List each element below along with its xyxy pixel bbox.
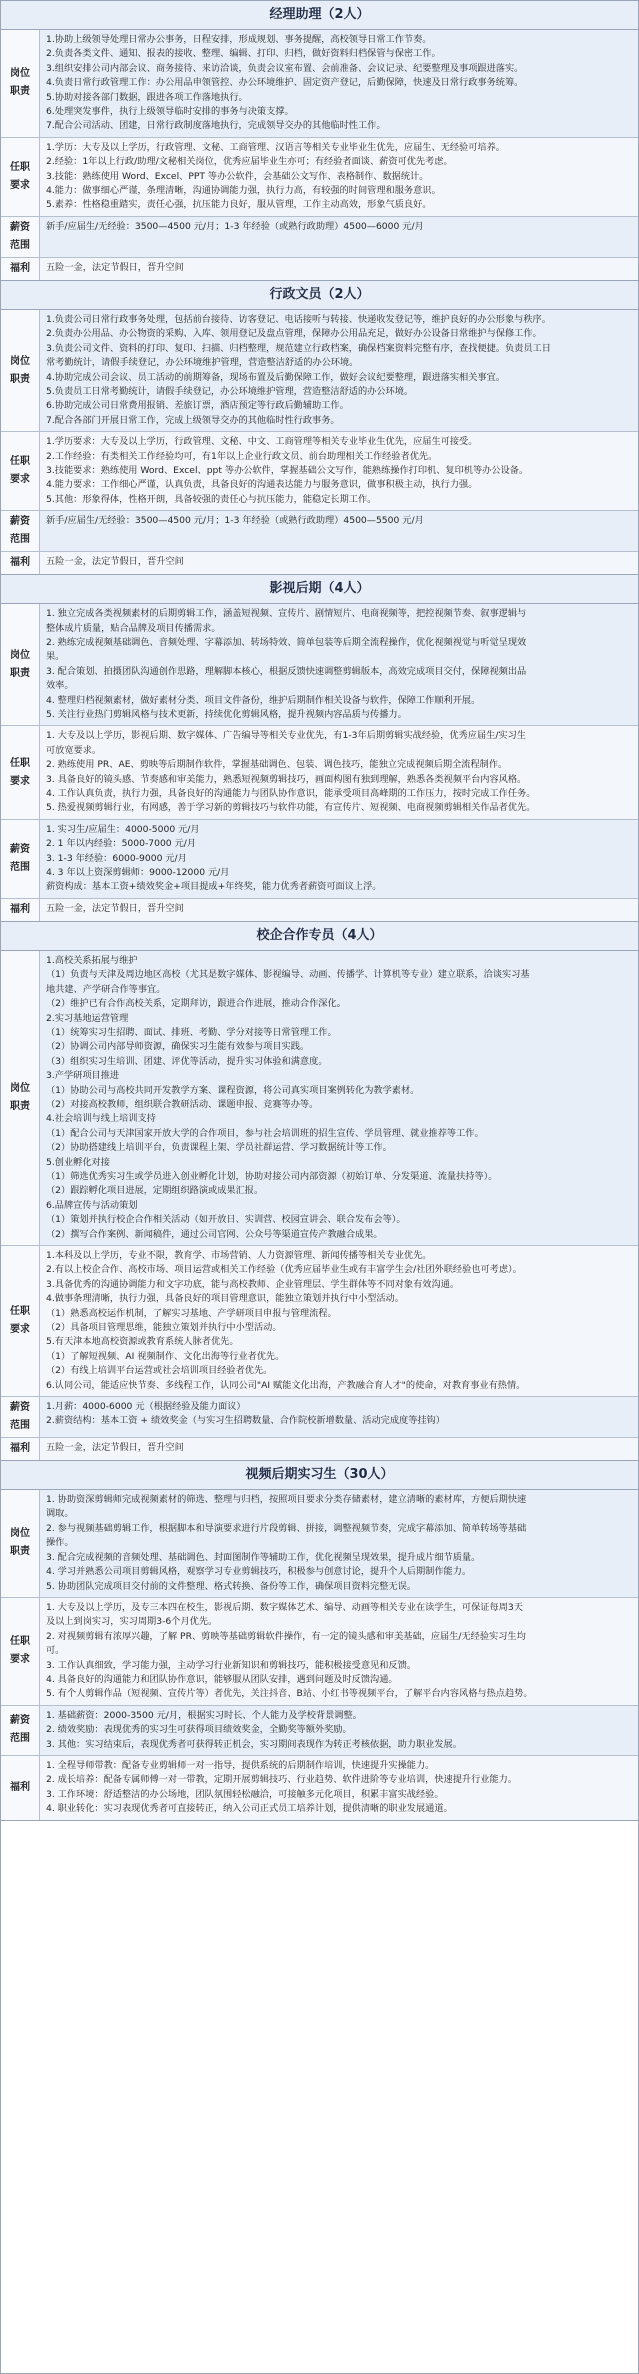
- row-label: [1, 1397, 40, 1437]
- content-line: 2.负责办公用品、办公物资的采购、入库、领用登记及盘点管理，保障办公用品充足，做好办公设备日常维护与保修工作。: [46, 328, 542, 340]
- row-label-text: 薪资: [10, 1715, 30, 1727]
- content-line: 4.能力要求：工作细心严谨，认真负责，具备良好的沟通表达能力与服务意识，做事积极主动，执行力强。: [46, 479, 478, 491]
- content-line: 3. 配合完成视频的音频处理、基础调色、封面图制作等辅助工作，优化视频呈现效果，提升成片细节质量。: [46, 1551, 481, 1563]
- row-content: [40, 138, 638, 216]
- row-label-text: 职责: [10, 373, 30, 385]
- row-label-text: 薪资: [10, 843, 30, 855]
- content-line: 1.高校关系拓展与维护: [46, 954, 138, 966]
- content-line: 2.有以上校企合作、高校市场、项目运营或相关工作经验（优秀应届毕业生或有丰富学生会/社团外联经验也可考虑）。: [46, 1264, 522, 1276]
- row-label-text: 要求: [10, 775, 30, 787]
- content-line: 5.其他：形象得体，性格开朗，具备较强的责任心与抗压能力，能稳定长期工作。: [46, 493, 377, 505]
- content-line: （3）组织实习生培训、团建、评优等活动，提升实习体验和满意度。: [46, 1055, 328, 1067]
- content-line: 2. 成长培养：配备专属师傅一对一带教，定期开展剪辑技巧、行业趋势、软件进阶等专业培训，快速提升行业能力。: [46, 1774, 518, 1786]
- content-line: 6.协助完成公司日常费用报销、差旅订票，酒店预定等行政后勤辅助工作。: [46, 400, 349, 412]
- content-line: 5. 协助团队完成项目交付前的文件整理、格式转换、备份等工作，确保项目资料完整无误。: [46, 1580, 416, 1592]
- content-line: 五险一金，法定节假日，晋升空间: [46, 902, 184, 914]
- content-line: 4. 3 年以上资深剪辑师：9000-12000 元/月: [46, 867, 230, 879]
- job-section: [1, 575, 638, 922]
- row-label-text: 岗位: [10, 649, 30, 661]
- row-label-text: 岗位: [10, 1528, 30, 1540]
- info-row: [1, 552, 638, 574]
- content-line: 5.协助对接各部门数据，跟进各项工作落地执行。: [46, 91, 248, 103]
- content-line: 整体成片质量，贴合品牌及项目传播需求。: [46, 622, 221, 634]
- content-line: 3. 配合策划、拍摄团队沟通创作思路，理解脚本核心，根据反馈快速调整剪辑版本，高效完成项目交付，保障视频出品: [46, 665, 527, 677]
- row-content: [40, 310, 638, 431]
- content-line: 及以上到岗实习，实习周期3-6个月优先。: [46, 1616, 218, 1628]
- info-row: [1, 217, 638, 258]
- row-content: [40, 511, 638, 551]
- content-line: 1.负责公司日常行政事务处理，包括前台接待、访客登记、电话接听与转接、快递收发登记等，维护良好的办公形象与秩序。: [46, 313, 551, 325]
- section-title: 影视后期（4人）: [1, 575, 638, 604]
- row-label-text: 岗位: [10, 355, 30, 367]
- content-line: 3. 具备良好的镜头感、节奏感和审美能力，熟悉短视频剪辑技巧，画面构图有独到理解，熟悉各类视频平台内容风格。: [46, 773, 527, 785]
- row-label-text: 薪资: [10, 221, 30, 233]
- row-label: [1, 552, 40, 574]
- content-line: （2）对接高校教师，组织联合教研活动、课题申报、竞赛等办等。: [46, 1098, 319, 1110]
- content-line: 2.实习基地运营管理: [46, 1012, 129, 1024]
- row-content: [40, 552, 638, 574]
- row-label-text: 范围: [10, 861, 30, 873]
- row-content: [40, 1397, 638, 1437]
- content-line: （2）具备项目管理思维，能独立策划并执行中小型活动。: [46, 1322, 282, 1334]
- content-line: 新手/应届生/无经验：3500—4500 元/月；1-3 年经验（或熟行政助理）4500—6000 元/月: [46, 220, 424, 232]
- content-line: （2）维护已有合作高校关系，定期拜访，跟进合作进展，推动合作深化。: [46, 998, 346, 1010]
- row-label: [1, 1246, 40, 1396]
- row-label-text: 范围: [10, 534, 30, 546]
- row-label: [1, 138, 40, 216]
- row-label-text: 任职: [10, 161, 30, 173]
- content-line: 效率。: [46, 680, 74, 692]
- row-content: [40, 1490, 638, 1597]
- row-content: [40, 899, 638, 921]
- row-label: [1, 1756, 40, 1820]
- job-section: [1, 1461, 638, 1821]
- info-row: [1, 1706, 638, 1756]
- row-label-text: 要求: [10, 1324, 30, 1336]
- content-line: （1）协助公司与高校共同开发教学方案、课程资源，将公司真实项目案例转化为教学素材。: [46, 1084, 420, 1096]
- content-line: 1. 协助资深剪辑师完成视频素材的筛选、整理与归档，按照项目要求分类存储素材，建立清晰的素材库，方便后期快速: [46, 1494, 527, 1506]
- content-line: 1. 独立完成各类视频素材的后期剪辑工作，涵盖短视频、宣传片、剧情短片、电商视频等，把控视频节奏、叙事逻辑与: [46, 608, 527, 620]
- content-line: （2）协调公司内部导师资源，确保实习生能有效参与项目实践。: [46, 1041, 310, 1053]
- row-label: [1, 1490, 40, 1597]
- content-line: 薪资构成：基本工资+绩效奖金+项目提成+年终奖，能力优秀者薪资可面议上浮。: [46, 881, 382, 893]
- row-label-text: 岗位: [10, 68, 30, 80]
- row-label-text: 任职: [10, 456, 30, 468]
- job-section: [1, 281, 638, 575]
- content-line: 3.技能要求：熟练使用 Word、Excel、ppt 等办公软件，掌握基础公文写作，能熟练操作打印机、复印机等办公设备。: [46, 464, 529, 476]
- content-line: 2.负责各类文件、通知、报表的接收、整理、编辑、打印、归档，做好资料归档保管与保密工作。: [46, 48, 441, 60]
- content-line: 1. 实习生/应届生：4000-5000 元/月: [46, 823, 200, 835]
- content-line: 1.学历：大专及以上学历，行政管理、文秘、工商管理、汉语言等相关专业毕业生优先，应届生、无经验可培养。: [46, 141, 505, 153]
- content-line: 3. 工作环境：舒适整洁的办公场地，团队氛围轻松融洽，可接触多元化项目，积累丰富实战经验。: [46, 1788, 444, 1800]
- content-line: 2.薪资结构：基本工资 + 绩效奖金（与实习生招聘数量、合作院校新增数量、活动完成度等挂钩）: [46, 1415, 445, 1427]
- row-label: [1, 310, 40, 431]
- content-line: 1. 大专及以上学历，影视后期、数字媒体、广告编导等相关专业优先，有1-3年后期剪辑实战经验，优秀应届生/实习生: [46, 730, 526, 742]
- row-label-text: 范围: [10, 1420, 30, 1432]
- content-line: （2）协助搭建线上培训平台，负责课程上架、学员社群运营、学习数据统计等工作。: [46, 1142, 392, 1154]
- content-line: 2. 参与视频基础剪辑工作，根据脚本和导演要求进行片段剪辑、拼接，调整视频节奏，完成字幕添加、简单转场等基础: [46, 1522, 527, 1534]
- content-line: 常考勤统计，请假手续登记，办公环境维护管理，营造整洁舒适的办公环境。: [46, 357, 359, 369]
- row-label-text: 要求: [10, 179, 30, 191]
- section-title: 行政文员（2人）: [1, 281, 638, 310]
- content-line: （1）策划并执行校企合作相关活动（如开放日、实训营、校园宣讲会、联合发布会等）。: [46, 1214, 406, 1226]
- row-content: [40, 217, 638, 257]
- content-line: 1.学历要求：大专及以上学历，行政管理、文秘、中文、工商管理等相关专业毕业生优先，应届生可接受。: [46, 436, 478, 448]
- row-label: [1, 820, 40, 898]
- job-section: [1, 1, 638, 281]
- info-row: [1, 138, 638, 217]
- content-line: 7.配合各部门开展日常工作，完成上级领导交办的其他临时性行政事务。: [46, 414, 340, 426]
- row-label-text: 福利: [10, 1781, 30, 1793]
- content-line: 五险一金，法定节假日，晋升空间: [46, 556, 184, 568]
- section-title: 经理助理（2人）: [1, 1, 638, 30]
- content-line: 5. 关注行业热门剪辑风格与技术更新，持续优化剪辑风格，提升视频内容品质与传播力。: [46, 709, 407, 720]
- row-label: [1, 1598, 40, 1705]
- content-line: 5.负责员工日常考勤统计，请假手续登记，办公环境维护管理，营造整洁舒适的办公环境。: [46, 385, 414, 397]
- content-line: 新手/应届生/无经验：3500—4500 元/月；1-3 年经验（或熟行政助理）4500—5500 元/月: [46, 515, 424, 527]
- row-label-text: 岗位: [10, 1082, 30, 1094]
- content-line: 1.本科及以上学历，专业不限，教育学、市场营销、人力资源管理、新闻传播等相关专业优先。: [46, 1250, 432, 1261]
- content-line: 3. 工作认真细致，学习能力强，主动学习行业新知识和剪辑技巧，能积极接受意见和反馈。: [46, 1659, 416, 1671]
- row-content: [40, 1246, 638, 1396]
- content-line: （1）筛选优秀实习生或学员进入创业孵化计划，协助对接公司内部资源（初始订单、分发渠道、流量扶持等）。: [46, 1170, 498, 1182]
- info-row: [1, 1598, 638, 1706]
- content-line: 3.技能：熟练使用 Word、Excel、PPT 等办公软件，会基础公文写作、表格制作、数据统计。: [46, 170, 429, 182]
- row-label-text: 职责: [10, 86, 30, 98]
- content-line: 3. 1-3 年经验：6000-9000 元/月: [46, 852, 187, 864]
- content-line: （2）有线上培训平台运营或社会培训项目经验者优先。: [46, 1365, 273, 1377]
- info-row: [1, 820, 638, 899]
- content-line: 3. 其他：实习结束后，表现优秀者可获得转正机会，实习期间表现作为转正考核依据，助力职业发展。: [46, 1738, 462, 1750]
- content-line: 1.协助上级领导处理日常办公事务，日程安排，形成规划、事务提醒，高校领导日常工作节奏。: [46, 34, 432, 45]
- row-label: [1, 726, 40, 818]
- row-content: [40, 258, 638, 280]
- row-label-text: 福利: [10, 262, 30, 274]
- content-line: 调取。: [46, 1508, 74, 1520]
- content-line: 2. 熟练使用 PR、AE、剪映等后期制作软件，掌握基础调色、包装、调色技巧，能独立完成视频后期全流程制作。: [46, 759, 508, 771]
- content-line: 4.负责日常行政管理工作：办公用品申领管控、办公环境维护、固定资产登记，后勤保障，快速及日常行政事务统筹。: [46, 77, 524, 89]
- info-row: [1, 258, 638, 280]
- row-label-text: 任职: [10, 757, 30, 769]
- content-line: 5.有天津本地高校资源或教育系统人脉者优先。: [46, 1336, 239, 1348]
- row-content: [40, 604, 638, 725]
- info-row: [1, 432, 638, 511]
- content-line: 4.协助完成公司会议、员工活动的前期筹备，现场布置及后勤保障工作，做好会议纪要整理，跟进落实相关事宜。: [46, 371, 505, 383]
- info-row: [1, 951, 638, 1246]
- content-line: 4. 学习并熟悉公司项目剪辑风格，观察学习专业剪辑技巧，积极参与创意讨论，提升个人后期制作能力。: [46, 1566, 472, 1578]
- row-label: [1, 30, 40, 137]
- row-label-text: 薪资: [10, 516, 30, 528]
- info-row: [1, 604, 638, 726]
- content-line: 1. 全程导师带教：配备专业剪辑师一对一指导，提供系统的后期制作培训，快速提升实操能力。: [46, 1759, 435, 1771]
- row-label-text: 要求: [10, 1654, 30, 1666]
- content-line: 2. 熟练完成视频基础调色、音频处理、字幕添加、转场特效、简单包装等后期全流程操作，优化视频视觉与听觉呈现效: [46, 636, 527, 648]
- info-row: [1, 899, 638, 921]
- row-content: [40, 1438, 638, 1460]
- content-line: 4.社会培训与线上培训支持: [46, 1113, 156, 1125]
- content-line: 3.产学研项目推进: [46, 1070, 120, 1082]
- row-label-text: 职责: [10, 1546, 30, 1558]
- row-label-text: 任职: [10, 1306, 30, 1318]
- row-label-text: 职责: [10, 1100, 30, 1112]
- row-label: [1, 1706, 40, 1755]
- row-label: [1, 951, 40, 1245]
- content-line: （1）了解短视频、AI 视频制作、文化出海等行业者优先。: [46, 1350, 285, 1362]
- row-label: [1, 1438, 40, 1460]
- row-content: [40, 432, 638, 510]
- row-label-text: 薪资: [10, 1402, 30, 1414]
- row-content: [40, 1756, 638, 1820]
- content-line: 4. 职业转化：实习表现优秀者可直接转正，纳入公司正式员工培养计划，提供清晰的职业发展通道。: [46, 1803, 453, 1815]
- info-row: [1, 511, 638, 552]
- content-line: （1）熟悉高校运作机制，了解实习基地、产学研项目申报与管理流程。: [46, 1307, 337, 1319]
- row-label: [1, 258, 40, 280]
- content-line: 5. 热爱视频剪辑行业，有网感，善于学习新的剪辑技巧与软件功能，有宣传片、短视频、电商视频剪辑相关作品者优先。: [46, 802, 536, 814]
- content-line: 5.素养：性格稳重踏实，责任心强，抗压能力良好，服从管理，工作主动高效，形象气质良好。: [46, 199, 432, 211]
- row-label-text: 范围: [10, 239, 30, 251]
- content-line: （1）统筹实习生招聘、面试、排班、考勤、学分对接等日常管理工作。: [46, 1026, 337, 1038]
- info-row: [1, 1490, 638, 1598]
- info-row: [1, 1246, 638, 1397]
- content-line: 7.配合公司活动、团建，日常行政制度落地执行，完成领导交办的其他临时性工作。: [46, 120, 386, 132]
- content-line: （2）撰写合作案例、新闻稿件，通过公司官网、公众号等渠道宣传产教融合成果。: [46, 1228, 383, 1240]
- content-line: 2. 对视频剪辑有浓厚兴趣，了解 PR、剪映等基础剪辑软件操作，有一定的镜头感和审美基础，应届生/无经验实习生均: [46, 1630, 526, 1642]
- info-row: [1, 310, 638, 432]
- content-line: 1.月薪：4000-6000 元（根据经验及能力面议）: [46, 1401, 246, 1413]
- content-line: 6.处理突发事件，执行上级领导临时安排的事务与决策支撑。: [46, 106, 294, 118]
- content-line: 4. 具备良好的沟通能力和团队协作意识，能够服从团队安排，遇到问题及时反馈沟通。: [46, 1673, 398, 1685]
- content-line: 1. 大专及以上学历，及专三本四在校生，影视后期、数字媒体艺术、编导、动画等相关专业在读学生，可保证每周3天: [46, 1601, 523, 1613]
- content-line: 可放宽要求。: [46, 744, 102, 756]
- row-label: [1, 511, 40, 551]
- content-line: 5.创业孵化对接: [46, 1156, 110, 1168]
- section-title: 校企合作专员（4人）: [1, 922, 638, 951]
- info-row: [1, 1756, 638, 1820]
- content-line: 6.认同公司，能适应快节奏、多线程工作，认同公司"AI 赋能文化出海，产教融合育人才"的使命，对教育事业有热情。: [46, 1379, 526, 1391]
- info-row: [1, 726, 638, 819]
- info-row: [1, 30, 638, 138]
- content-line: 4.做事条理清晰，执行力强，具备良好的项目管理意识，能独立策划并执行中小型活动。: [46, 1293, 404, 1305]
- row-label-text: 福利: [10, 1443, 30, 1455]
- content-line: 4. 整理归档视频素材，做好素材分类、项目文件备份，维护后期制作相关设备与软件，保障工作顺利开展。: [46, 694, 481, 706]
- row-content: [40, 1706, 638, 1755]
- row-content: [40, 30, 638, 137]
- content-line: （1）配合公司与天津国家开放大学的合作项目，参与社会培训班的招生宣传、学员管理、就业推荐等工作。: [46, 1127, 484, 1139]
- content-line: （1）负责与天津及周边地区高校（尤其是数字媒体、影视编导、动画、传播学、计算机等专业）建立联系，洽谈实习基: [46, 969, 530, 981]
- row-label: [1, 432, 40, 510]
- row-label: [1, 217, 40, 257]
- row-label: [1, 604, 40, 725]
- row-label-text: 福利: [10, 903, 30, 915]
- row-content: [40, 820, 638, 898]
- content-line: 果。: [46, 651, 65, 663]
- content-line: 2. 1 年以内经验：5000-7000 元/月: [46, 838, 197, 850]
- content-line: 5. 有个人剪辑作品（短视频、宣传片等）者优先，关注抖音、B站、小红书等视频平台，了解平台内容风格与热点趋势。: [46, 1688, 533, 1700]
- content-line: 五险一金，法定节假日，晋升空间: [46, 261, 184, 273]
- content-line: 操作。: [46, 1537, 74, 1549]
- row-label: [1, 899, 40, 921]
- content-line: 2.工作经验：有类相关工作经验均可，有1年以上企业行政文员、前台助理相关工作经验者优先。: [46, 450, 438, 462]
- content-line: 4.能力：做事细心严谨，条理清晰，沟通协调能力强，执行力高，有较强的时间管理和服务意识。: [46, 185, 441, 197]
- row-label-text: 范围: [10, 1733, 30, 1745]
- content-line: 3.具备优秀的沟通协调能力和文字功底，能与高校教师、企业管理层、学生群体等不同对象有效沟通。: [46, 1278, 460, 1290]
- row-label-text: 职责: [10, 667, 30, 679]
- row-content: [40, 1598, 638, 1705]
- content-line: 可。: [46, 1645, 65, 1657]
- content-line: 3.组织安排公司内部会议、商务接待、来访洽谈，负责会议室布置、会前准备、会议记录、纪要整理及事项跟进落实。: [46, 62, 524, 74]
- content-line: 6.品牌宣传与活动策划: [46, 1199, 138, 1211]
- content-line: （2）跟踪孵化项目进展，定期组织路演或成果汇报。: [46, 1185, 264, 1197]
- section-title: 视频后期实习生（30人）: [1, 1461, 638, 1490]
- row-label-text: 任职: [10, 1636, 30, 1648]
- content-line: 五险一金，法定节假日，晋升空间: [46, 1442, 184, 1454]
- content-line: 3.负责公司文件、资料的打印、复印、扫描、归档整理，规范建立行政档案，确保档案资料完整有序，查找便捷。负责员工日: [46, 342, 551, 354]
- row-content: [40, 951, 638, 1245]
- content-line: 2. 绩效奖励：表现优秀的实习生可获得项目绩效奖金，全勤奖等额外奖励。: [46, 1724, 352, 1736]
- info-row: [1, 1397, 638, 1438]
- content-line: 2.经验：1年以上行政/助理/文秘相关岗位，优秀应届毕业生亦可；有经验者面谈、薪资可优先考虑。: [46, 156, 453, 168]
- content-line: 地共建、产学研合作等事宜。: [46, 983, 166, 995]
- row-content: [40, 726, 638, 818]
- job-section: [1, 922, 638, 1461]
- info-row: [1, 1438, 638, 1460]
- row-label-text: 要求: [10, 474, 30, 486]
- content-line: 1. 基础薪资：2000-3500 元/月，根据实习时长、个人能力及学校背景调整。: [46, 1709, 362, 1721]
- content-line: 4. 工作认真负责，执行力强，具备良好的沟通能力与团队协作意识，能承受项目高峰期的工作压力，按时完成工作任务。: [46, 788, 536, 800]
- row-label-text: 福利: [10, 557, 30, 569]
